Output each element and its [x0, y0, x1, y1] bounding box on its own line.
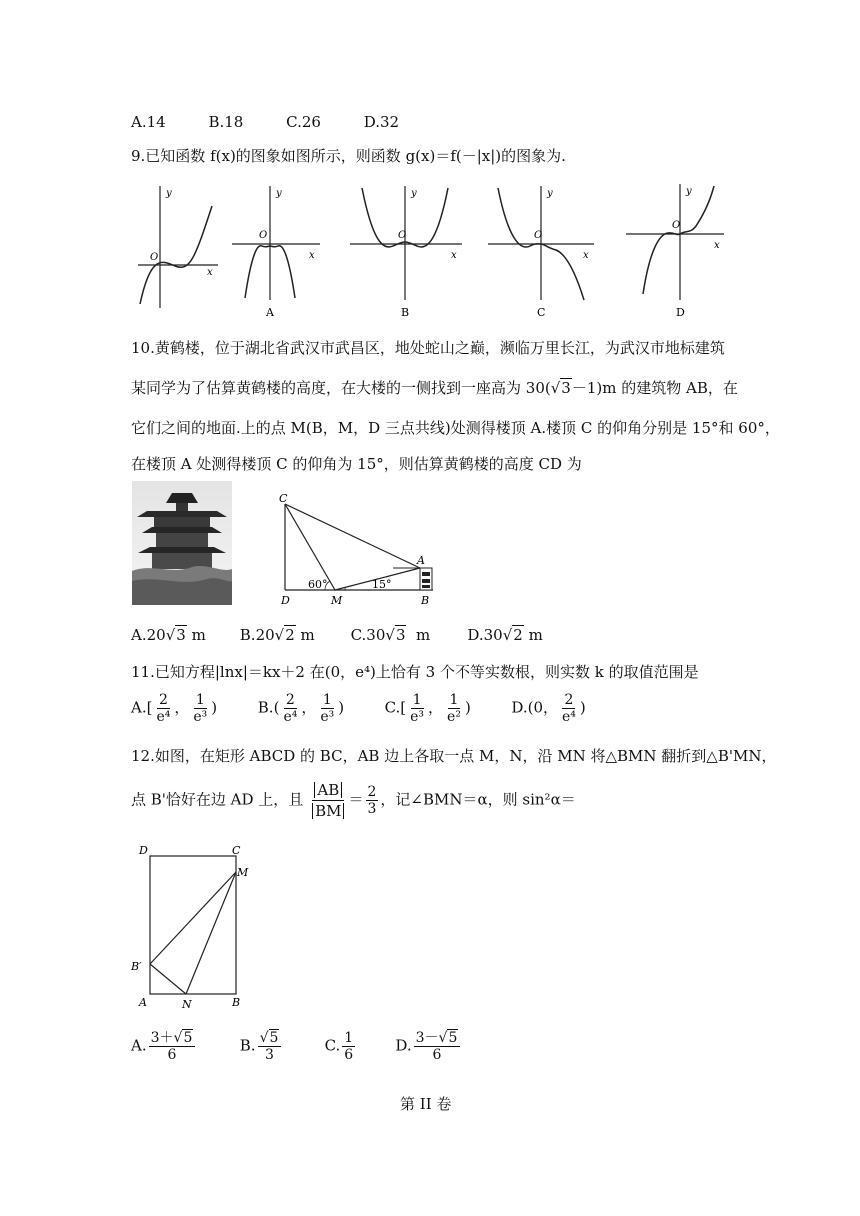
svg-text:y: y	[686, 186, 692, 197]
q9-label-b: B	[401, 306, 410, 319]
q11-option-d: D.(0， $\frac{2}{\text{e⁴}}$ )	[511, 692, 586, 725]
q11-option-c: C.[ $\frac{1}{\text{e³}}$ ， $\frac{1}{\text{e²}}$ )	[384, 692, 471, 725]
svg-text:B: B	[421, 594, 430, 607]
q10-line4: 在楼顶 A 处测得楼顶 C 的仰角为 15°，则估算黄鹤楼的高度 CD 为	[131, 455, 582, 473]
svg-text:60°: 60°	[308, 578, 328, 591]
q9-stem: 9.已知函数 f(x)的图象如图所示，则函数 g(x)＝f(－|x|)的图象为.	[131, 147, 566, 165]
svg-text:D: D	[281, 594, 290, 607]
svg-text:x: x	[451, 250, 457, 261]
svg-text:B: B	[232, 996, 241, 1009]
q10-line3: 它们之间的地面.上的点 M(B，M，D 三点共线)处测得楼顶 A.楼顶 C 的仰角分别是 15°和 60°，	[131, 419, 780, 437]
q9-graph-a	[232, 186, 320, 319]
svg-text:y: y	[411, 188, 417, 199]
q12-ratio: $\frac{2}{3}$	[367, 784, 377, 817]
svg-text:M: M	[331, 594, 343, 607]
svg-text:B′: B′	[131, 960, 142, 973]
svg-text:M: M	[237, 866, 249, 879]
q8-option-a: A.14	[131, 113, 166, 131]
q12-option-c: C. $\frac{1}{6}$	[324, 1030, 354, 1063]
svg-text:y: y	[166, 188, 172, 199]
svg-text:x: x	[207, 267, 213, 278]
q10-line1: 10.黄鹤楼，位于湖北省武汉市武昌区，地处蛇山之巅，濒临万里长江，为武汉市地标建筑	[131, 339, 725, 357]
q9-graph-b	[350, 186, 462, 319]
q8-option-c: C.26	[286, 113, 321, 131]
q12-option-b: B. $\frac{√5}{3}$	[240, 1030, 320, 1063]
q10-figure	[275, 490, 465, 618]
q11-option-b: B.( $\frac{2}{\text{e⁴}}$ ， $\frac{1}{\text{e³}}$ )	[257, 692, 345, 725]
q12-line2: 点 B'恰好在边 AD 上，且 $\frac{AB}{BM}$ ＝ $\frac{2}{3}$ ，记∠BMN＝α，则 sin²α＝	[131, 781, 576, 820]
svg-text:y: y	[547, 188, 553, 199]
q10-options	[131, 625, 543, 645]
q10-option-d: D.30√2 m	[467, 626, 543, 644]
svg-text:15°: 15°	[372, 578, 392, 591]
q12-line1: 12.如图，在矩形 ABCD 的 BC，AB 边上各取一点 M，N，沿 MN 将△BMN 翻折到△B'MN，	[131, 747, 777, 765]
q9-graph-c	[488, 186, 594, 319]
svg-text:O: O	[534, 230, 543, 241]
svg-text:A: A	[417, 554, 425, 567]
q8-options	[131, 112, 437, 132]
svg-text:A: A	[139, 996, 147, 1009]
q11-stem: 11.已知方程|lnx|＝kx＋2 在(0，e⁴)上恰有 3 个不等实数根，则实数 k 的取值范围是	[131, 663, 699, 681]
section-footer: 第 II 卷	[400, 1095, 452, 1113]
q9-label-c: C	[537, 306, 546, 319]
svg-text:O: O	[150, 252, 159, 263]
q12-option-a: A. $\frac{3+√5}{6}$	[131, 1030, 235, 1063]
q12-option-d: D. $\frac{3-√5}{6}$	[395, 1030, 462, 1063]
q10-line2: 某同学为了估算黄鹤楼的高度，在大楼的一侧找到一座高为 30(√3－1)m 的建筑物 AB，在	[131, 379, 738, 397]
yellow-crane-tower-photo	[132, 481, 232, 605]
svg-text:C: C	[279, 492, 288, 505]
svg-text:D: D	[139, 844, 148, 857]
q9-graph-d	[626, 184, 724, 319]
q11-option-a: A.[ $\frac{2}{\text{e⁴}}$ ， $\frac{1}{\text{e³}}$ )	[131, 692, 218, 725]
svg-text:C: C	[232, 844, 241, 857]
svg-text:x: x	[583, 250, 589, 261]
q12-figure	[128, 840, 268, 1012]
q8-option-d: D.32	[363, 113, 400, 131]
svg-text:y: y	[276, 188, 282, 199]
q8-option-b: B.18	[208, 113, 244, 131]
q12-options	[131, 1030, 462, 1074]
q11-options	[131, 692, 586, 732]
svg-text:x: x	[714, 240, 720, 251]
q10-option-b: B.20√2 m	[239, 626, 315, 644]
q9-label-d: D	[676, 306, 685, 319]
q10-option-c: C.30√3 m	[350, 626, 431, 644]
q12-abs-fraction: $\frac{AB}{BM}$	[310, 780, 346, 821]
svg-text:O: O	[672, 220, 681, 231]
q9-graph-original	[138, 186, 218, 308]
svg-text:N: N	[182, 998, 192, 1011]
q10-option-a: A.20√3 m	[131, 626, 206, 644]
svg-text:x: x	[309, 250, 315, 261]
q9-graphs	[0, 176, 860, 326]
q9-label-a: A	[266, 306, 274, 319]
svg-text:O: O	[398, 230, 407, 241]
sqrt-3: √3	[550, 379, 571, 397]
svg-text:O: O	[259, 230, 268, 241]
